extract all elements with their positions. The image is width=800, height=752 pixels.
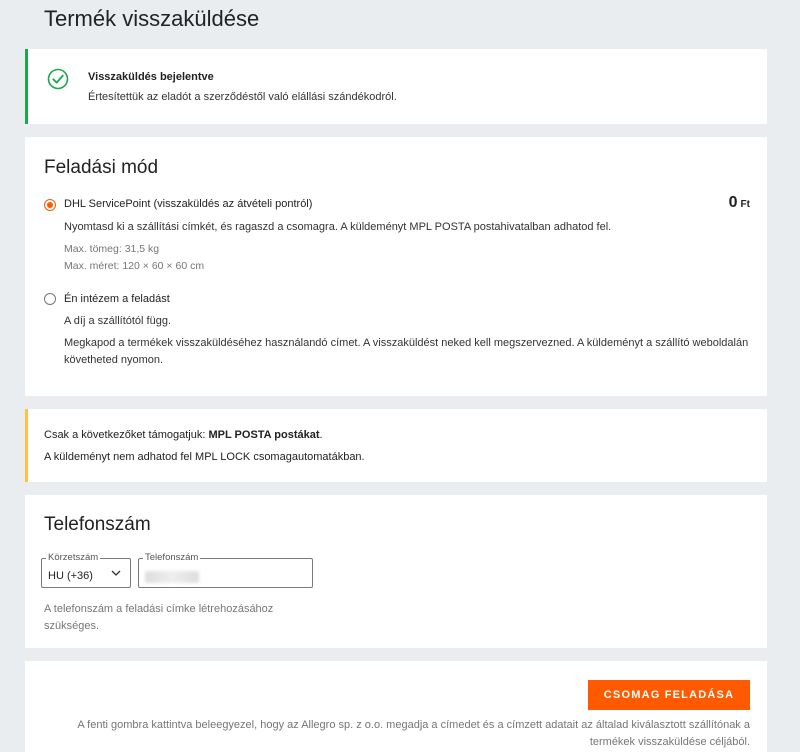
legal-line-2: termékek visszaküldése céljából. <box>589 736 750 748</box>
submit-package-button[interactable]: CSOMAG FELADÁSA <box>588 680 750 710</box>
legal-notice <box>70 717 750 751</box>
radio-self-shipping[interactable] <box>44 293 56 305</box>
option-dhl-max-size: Max. méret: 120 × 60 × 60 cm <box>64 260 205 272</box>
price-currency: Ft <box>740 199 750 210</box>
radio-dhl-servicepoint[interactable] <box>44 199 56 211</box>
warning-suffix: . <box>319 429 323 441</box>
success-notice <box>25 49 767 124</box>
chevron-down-icon <box>111 569 121 577</box>
warning-notice <box>25 409 767 482</box>
option-dhl-max-weight: Max. tömeg: 31,5 kg <box>64 243 160 255</box>
option-self-description: Megkapod a termékek visszaküldéséhez használandó címet. A visszaküldést neked kell megszervezned. A küldeményt a szállító weboldalán követheted nyomon. <box>64 337 749 366</box>
warning-line-1 <box>44 429 323 441</box>
area-code-value: HU (+36) <box>48 570 93 582</box>
page-title: Termék visszaküldése <box>44 6 260 31</box>
option-dhl-price <box>729 194 750 212</box>
option-dhl-description: Nyomtasd ki a szállítási címkét, és ragaszd a csomagra. A küldeményt MPL POSTA postahivatalban adhatod fel. <box>64 221 612 233</box>
warning-prefix: Csak a következőket támogatjuk: <box>44 429 209 441</box>
area-code-select[interactable] <box>41 552 131 588</box>
warning-line-2: A küldeményt nem adhatod fel MPL LOCK csomagautomatákban. <box>44 451 365 463</box>
submit-card <box>25 661 767 752</box>
warning-bold: MPL POSTA postákat <box>208 429 320 441</box>
option-self-fee-note: A díj a szállítótól függ. <box>64 315 172 327</box>
shipping-method-card <box>25 137 767 396</box>
phone-card <box>25 495 767 648</box>
phone-hint: A telefonszám a feladási címke létrehozásához szükséges. <box>44 603 274 632</box>
phone-legend: Telefonszám <box>145 552 199 563</box>
legal-line-1: A fenti gombra kattintva beleegyezel, hogy az Allegro sp. z o.o. megadja a címedet és a címzett adatait az általad kiválasztott szállítónak a <box>77 719 750 731</box>
shipping-section-title: Feladási mód <box>44 157 159 178</box>
area-code-legend: Körzetszám <box>48 552 99 563</box>
price-value: 0 <box>728 194 738 211</box>
option-dhl-label[interactable]: DHL ServicePoint (visszaküldés az átvételi pontról) <box>64 198 313 210</box>
phone-number-redacted <box>145 571 199 583</box>
phone-section-title: Telefonszám <box>44 514 151 535</box>
success-title: Visszaküldés bejelentve <box>88 71 214 83</box>
success-body: Értesítettük az eladót a szerződéstől való elállási szándékodról. <box>88 91 397 103</box>
phone-number-input[interactable] <box>138 552 313 588</box>
option-self-label[interactable]: Én intézem a feladást <box>64 293 170 305</box>
check-circle-icon <box>47 68 69 90</box>
